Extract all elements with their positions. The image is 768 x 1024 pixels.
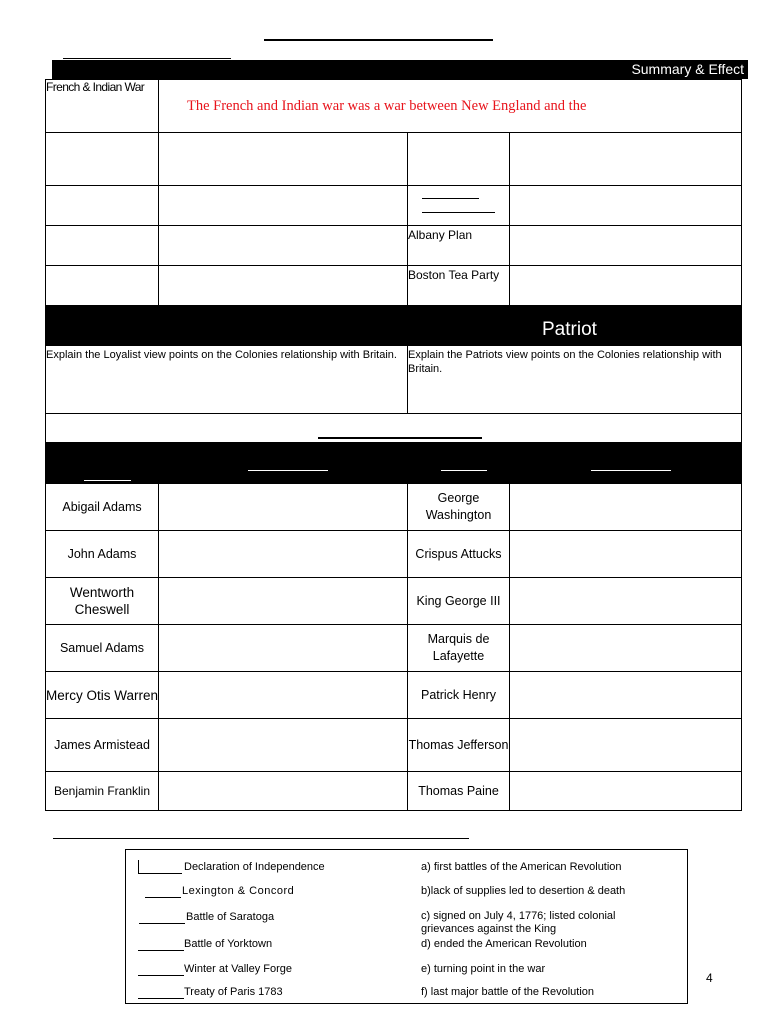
matching-title-blank-line bbox=[53, 838, 469, 839]
views-table bbox=[45, 345, 742, 443]
timeline-table bbox=[45, 79, 742, 306]
person-name-cell: George Washington bbox=[408, 484, 510, 531]
loyalist-view-cell[interactable] bbox=[46, 346, 408, 414]
timeline-summary-cell[interactable] bbox=[159, 80, 742, 133]
matching-answer: a) first battles of the American Revolution bbox=[421, 861, 622, 873]
person-name-cell: Thomas Paine bbox=[408, 772, 510, 811]
answer-blank[interactable] bbox=[138, 998, 184, 999]
header-blank-line bbox=[248, 470, 328, 471]
header-blank-line bbox=[441, 470, 487, 471]
answer-blank bbox=[138, 860, 139, 873]
timeline-cell[interactable] bbox=[159, 266, 408, 306]
timeline-event-cell[interactable] bbox=[46, 80, 159, 133]
blank-line bbox=[422, 198, 479, 199]
people-header-bar bbox=[45, 443, 742, 483]
person-name-cell: Marquis de Lafayette bbox=[408, 625, 510, 672]
answer-blank[interactable] bbox=[139, 923, 185, 924]
loyalist-patriot-header-bar bbox=[45, 305, 742, 345]
matching-answer: c) signed on July 4, 1776; listed colonial grievances against the King bbox=[421, 910, 616, 935]
patriot-prompt: Explain the Patriots view points on the Colonies relationship with Britain. bbox=[408, 349, 722, 375]
person-notes-cell[interactable] bbox=[159, 531, 408, 578]
person-name-cell: Abigail Adams bbox=[46, 484, 159, 531]
person-name-cell: Mercy Otis Warren bbox=[46, 672, 159, 719]
timeline-header-bar bbox=[52, 60, 748, 79]
matching-answer: e) turning point in the war bbox=[421, 963, 546, 975]
timeline-cell[interactable] bbox=[510, 186, 742, 226]
timeline-event-cell[interactable] bbox=[408, 226, 510, 266]
person-name-cell: Wentworth Cheswell bbox=[46, 578, 159, 625]
header-blank-line bbox=[84, 480, 131, 481]
timeline-blank-event-cell[interactable] bbox=[408, 186, 510, 226]
header-blank-line bbox=[591, 470, 671, 471]
title-blank-line bbox=[264, 39, 493, 41]
matching-term: Treaty of Paris 1783 bbox=[184, 986, 283, 998]
person-notes-cell[interactable] bbox=[159, 625, 408, 672]
people-section-title-cell bbox=[46, 414, 742, 443]
matching-term: Winter at Valley Forge bbox=[184, 963, 293, 975]
boston-tea-party-label: Boston Tea Party bbox=[408, 268, 500, 282]
timeline-cell[interactable] bbox=[46, 266, 159, 306]
person-notes-cell[interactable] bbox=[159, 484, 408, 531]
timeline-cell[interactable] bbox=[408, 133, 510, 186]
person-notes-cell[interactable] bbox=[510, 625, 742, 672]
blank-line bbox=[422, 212, 495, 213]
person-name-cell: Samuel Adams bbox=[46, 625, 159, 672]
person-notes-cell[interactable] bbox=[159, 672, 408, 719]
person-name-cell: Benjamin Franklin bbox=[46, 772, 159, 811]
person-notes-cell[interactable] bbox=[510, 578, 742, 625]
person-name-cell: King George III bbox=[408, 578, 510, 625]
person-name-cell: Thomas Jefferson bbox=[408, 719, 510, 772]
person-name-cell: Crispus Attucks bbox=[408, 531, 510, 578]
timeline-cell[interactable] bbox=[46, 133, 159, 186]
timeline-cell[interactable] bbox=[46, 186, 159, 226]
matching-term: Declaration of Independence bbox=[184, 861, 325, 873]
timeline-cell[interactable] bbox=[510, 266, 742, 306]
answer-blank[interactable] bbox=[138, 873, 182, 874]
person-notes-cell[interactable] bbox=[159, 719, 408, 772]
people-table bbox=[45, 483, 742, 811]
matching-box bbox=[125, 849, 688, 1004]
answer-blank[interactable] bbox=[145, 897, 181, 898]
person-notes-cell[interactable] bbox=[159, 772, 408, 811]
answer-blank[interactable] bbox=[138, 975, 184, 976]
person-notes-cell[interactable] bbox=[510, 719, 742, 772]
matching-answer: f) last major battle of the Revolution bbox=[421, 986, 595, 998]
timeline-summary-text: The French and Indian war was a war between New England and the bbox=[187, 98, 587, 114]
summary-effect-header: Summary & Effect bbox=[631, 61, 744, 77]
page-number: 4 bbox=[706, 971, 713, 985]
person-notes-cell[interactable] bbox=[510, 672, 742, 719]
subtitle-blank-line bbox=[63, 58, 231, 59]
timeline-cell[interactable] bbox=[159, 226, 408, 266]
section-title-blank-line bbox=[318, 437, 482, 439]
timeline-cell[interactable] bbox=[510, 133, 742, 186]
matching-answer: d) ended the American Revolution bbox=[421, 938, 587, 950]
matching-term: Lexington & Concord bbox=[182, 885, 295, 897]
albany-plan-label: Albany Plan bbox=[408, 228, 473, 242]
patriot-heading: Patriot bbox=[542, 319, 597, 340]
person-notes-cell[interactable] bbox=[159, 578, 408, 625]
person-notes-cell[interactable] bbox=[510, 484, 742, 531]
timeline-cell[interactable] bbox=[159, 186, 408, 226]
person-notes-cell[interactable] bbox=[510, 531, 742, 578]
patriot-view-cell[interactable] bbox=[408, 346, 742, 414]
answer-blank[interactable] bbox=[138, 950, 184, 951]
timeline-event-label: French & Indian War bbox=[46, 80, 145, 94]
person-name-cell: James Armistead bbox=[46, 719, 159, 772]
person-notes-cell[interactable] bbox=[510, 772, 742, 811]
timeline-cell[interactable] bbox=[159, 133, 408, 186]
timeline-cell[interactable] bbox=[46, 226, 159, 266]
matching-term: Battle of Saratoga bbox=[186, 911, 275, 923]
timeline-cell[interactable] bbox=[510, 226, 742, 266]
loyalist-prompt: Explain the Loyalist view points on the Colonies relationship with Britain. bbox=[46, 349, 397, 361]
person-name-cell: John Adams bbox=[46, 531, 159, 578]
timeline-event-cell[interactable] bbox=[408, 266, 510, 306]
matching-answer: b)lack of supplies led to desertion & death bbox=[421, 885, 626, 897]
matching-term: Battle of Yorktown bbox=[184, 938, 273, 950]
person-name-cell: Patrick Henry bbox=[408, 672, 510, 719]
